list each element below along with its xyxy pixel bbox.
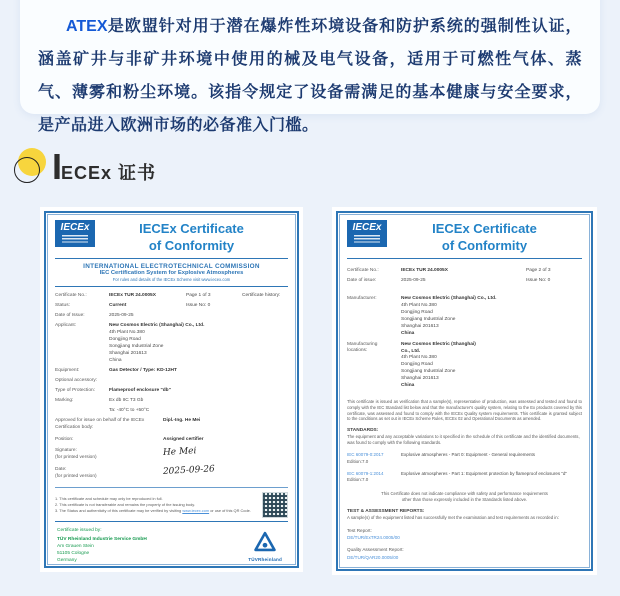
manufacturer-addr-line: China bbox=[401, 331, 415, 337]
certificate-no-label: Certificate No.: bbox=[347, 267, 379, 273]
optional-accessory-label: Optional accessory: bbox=[55, 377, 98, 383]
certificate-no-label: Certificate No.: bbox=[55, 292, 87, 298]
locations-addr-line: 4th Plant No.380 bbox=[401, 355, 437, 361]
atex-highlight: ATEX bbox=[66, 18, 108, 35]
marking-label: Marking: bbox=[55, 397, 74, 403]
certificate-header bbox=[55, 220, 288, 255]
applicant-addr-line: China bbox=[109, 357, 122, 363]
field-date-of-issue bbox=[55, 313, 288, 319]
issuer-addr-line: Germany bbox=[57, 558, 77, 564]
standards-disclaimer: This Certificate does not indicate compliance with safety and performance requirements other than those expressly included in the Standards listed above. bbox=[381, 490, 548, 502]
approval-block bbox=[55, 418, 288, 485]
handwritten-signature: He Mei bbox=[162, 446, 197, 459]
standard-description: Explosive atmospheres - Part 0: Equipment - General requirements bbox=[401, 452, 536, 458]
issuer-addr-line: 51105 Cologne bbox=[57, 551, 90, 557]
manufacturer-label: Manufacturer: bbox=[347, 296, 377, 302]
atex-intro-card bbox=[20, 0, 600, 134]
field-type-of-protection bbox=[55, 388, 288, 394]
divider bbox=[55, 487, 288, 488]
iecex-website-link[interactable]: www.iecex.com bbox=[182, 508, 210, 514]
certificate-header bbox=[347, 220, 582, 255]
manufacturer-addr-line: Dongjing Road bbox=[401, 310, 433, 316]
footnote-3: 3. The Status and authenticity of this certificate may be verified by visiting www.iecex.com or use of this QR Code. bbox=[55, 508, 251, 514]
date-of-issue-label: Date of Issue: bbox=[55, 312, 85, 318]
commission-note: For rules and details of the IECEx Scheme visit www.iecex.com bbox=[112, 276, 231, 282]
commission-scheme: IEC Certification System for Explosive Atmospheres bbox=[99, 269, 244, 276]
marking-line2: Ta: -40°C to +50°C bbox=[109, 408, 150, 414]
marking-line1: Ex db IIC T3 Gb bbox=[109, 397, 144, 403]
type-of-protection-label: Type of Protection: bbox=[55, 387, 95, 393]
date-signed-label: Date: (for printed version) bbox=[55, 466, 97, 479]
locations-name-line: New Cosmos Electric (Shanghai) bbox=[401, 341, 476, 347]
field-certificate-no bbox=[347, 268, 582, 274]
applicant-addr-line: Dongjing Road bbox=[109, 336, 141, 342]
date-of-issue-label: Date of issue: bbox=[347, 277, 377, 283]
certificate-history-label: Certificate history: bbox=[242, 292, 281, 298]
field-equipment bbox=[55, 368, 288, 374]
certificate-fields bbox=[55, 293, 288, 419]
certificate-title bbox=[95, 220, 288, 255]
locations-addr-line: Dongjing Road bbox=[401, 362, 433, 368]
issuer-addr-line: Am Grauen Stein bbox=[57, 544, 94, 550]
section-title-initial: I bbox=[52, 146, 62, 187]
field-date-of-issue bbox=[347, 278, 582, 284]
field-manufacturer bbox=[347, 296, 582, 338]
marking-value bbox=[109, 398, 288, 415]
certificate-title-line2: of Conformity bbox=[148, 237, 235, 253]
commission-name: INTERNATIONAL ELECTROTECHNICAL COMMISSION bbox=[83, 262, 260, 270]
manufacturer-addr-line: Shanghai 201613 bbox=[401, 324, 439, 330]
signature-label: Signature: (for printed version) bbox=[55, 448, 97, 461]
iecex-logo-bars bbox=[62, 235, 88, 243]
applicant-addr-line: Songjiang Industrial Zone bbox=[109, 343, 164, 349]
manufacturing-locations-label: Manufacturing locations: bbox=[347, 341, 378, 353]
certificate-no-value: IECEx TUR 24.0005X bbox=[109, 292, 156, 298]
iecex-certificate-page2-image bbox=[332, 207, 597, 575]
field-certificate-no bbox=[55, 293, 288, 299]
iecex-logo-text: IECEx bbox=[352, 222, 382, 233]
section-title bbox=[52, 146, 156, 188]
date-of-issue-value: 2025-09-25 bbox=[109, 312, 134, 318]
issuer-name: TÜV Rheinland Industrie Service GmbH bbox=[57, 537, 147, 543]
handwritten-date: 2025-09-26 bbox=[162, 464, 216, 477]
status-value: Current bbox=[109, 302, 127, 308]
tuv-logo-text: TÜVRheinland bbox=[248, 557, 282, 563]
issue-no: Issue No: 0 bbox=[186, 302, 211, 308]
signature-row bbox=[55, 448, 288, 461]
status-label: Status: bbox=[55, 302, 70, 308]
qr-code bbox=[262, 492, 288, 518]
issuer-row bbox=[55, 525, 288, 565]
field-optional-accessory bbox=[55, 378, 288, 384]
field-marking bbox=[55, 398, 288, 415]
certificate-frame bbox=[336, 211, 593, 571]
standard-row bbox=[347, 471, 582, 484]
intro-body-text: 是欧盟针对用于潜在爆炸性环境设备和防护系统的强制性认证，涵盖矿井与非矿井环境中使用的械及电气设备，适用于可燃性气体、蒸气、薄雾和粉尘环境。该指令规定了设备需满足的基本健康与安全要求，是产品进入欧洲市场的必备准入门槛。 bbox=[38, 18, 582, 134]
certificate-title-line1: IECEx Certificate bbox=[139, 221, 244, 236]
certificate-no-value: IECEx TUR 24.0005X bbox=[401, 267, 448, 273]
manufacturer-addr-line: Songjiang Industrial Zone bbox=[401, 317, 456, 323]
section-title-rest: ECEx 证书 bbox=[61, 163, 157, 183]
locations-addr-line: Shanghai 201613 bbox=[401, 376, 439, 382]
divider bbox=[55, 258, 288, 259]
type-of-protection-value: Flameproof enclosure "db" bbox=[109, 387, 171, 393]
iecex-certificate-page1-image bbox=[40, 207, 303, 572]
approver-name: Dipl.-Ing. He Mei bbox=[163, 418, 201, 424]
date-of-issue-value: 2025-09-25 bbox=[401, 277, 426, 283]
divider bbox=[55, 521, 288, 522]
approved-label: Approved for issue on behalf of the IECEx Certification body: bbox=[55, 418, 145, 431]
standard-row bbox=[347, 452, 582, 465]
standard-number: IEC 60079-0:2017 Edition:7.0 bbox=[347, 452, 384, 464]
locations-name-line: Co., Ltd. bbox=[401, 348, 421, 354]
iecex-logo-bars bbox=[354, 235, 380, 243]
certificate-body-paragraph: This certificate is issued as verification that a sample(s), representative of production, was assessed and tested and found to comply with the IEC Standard list below and that the manufacturer's quality system, relating to the Ex products covered by this certificate, was assessed and found to comply with the IECEx Quality system requirements. This certificate is granted subject to the conditions as set out in IECEx Scheme Rules, IECEx 02 and Operational Documents as amended. bbox=[347, 398, 582, 422]
equipment-label: Equipment: bbox=[55, 368, 80, 373]
certificate-title-line1: IECEx Certificate bbox=[432, 221, 537, 236]
certificate-frame bbox=[44, 211, 299, 568]
test-report-label: Test Report: bbox=[347, 527, 372, 533]
test-assessment-description: A sample(s) of the equipment listed has successfully met the examination and test requirements as recorded in: bbox=[347, 514, 559, 520]
iecex-logo-text: IECEx bbox=[60, 222, 90, 233]
locations-addr-line: China bbox=[401, 383, 415, 389]
quality-assessment-report-link[interactable]: DE/TUR/QAR20.0005/00 bbox=[347, 554, 399, 560]
standards-heading: STANDARDS: bbox=[347, 428, 379, 434]
footnotes bbox=[55, 496, 255, 514]
issued-by-label: Certificate issued by: bbox=[57, 528, 102, 534]
field-manufacturing-locations bbox=[347, 342, 582, 391]
standard-number: IEC 60079-1:2014 Edition:7.0 bbox=[347, 470, 384, 483]
divider bbox=[55, 286, 288, 287]
iecex-logo-icon bbox=[55, 220, 95, 247]
iecex-logo-icon bbox=[347, 220, 387, 247]
page-indicator: Page 1 of 3 bbox=[186, 292, 211, 298]
divider bbox=[347, 258, 582, 259]
manufacturer-addr-line: 4th Plant No.380 bbox=[401, 303, 437, 309]
page-indicator: Page 2 of 3 bbox=[526, 267, 551, 273]
date-signed-row bbox=[55, 464, 288, 480]
applicant-address bbox=[109, 323, 288, 365]
applicant-addr-line: 4th Plant No.380 bbox=[109, 329, 145, 335]
tuv-rheinland-logo bbox=[248, 531, 286, 562]
intro-paragraph bbox=[38, 10, 582, 142]
field-applicant bbox=[55, 323, 288, 365]
test-assessment-heading: TEST & ASSESSMENT REPORTS: bbox=[347, 508, 425, 514]
locations-addr-line: Songjiang Industrial Zone bbox=[401, 369, 456, 375]
footnotes-row bbox=[55, 492, 288, 518]
manufacturing-locations-address bbox=[401, 342, 582, 391]
certificate-title bbox=[387, 220, 582, 255]
position-label: Position: bbox=[55, 436, 74, 442]
applicant-name: New Cosmos Electric (Shanghai) Co., Ltd. bbox=[109, 322, 205, 328]
footnote-1: 1. This certificate and schedule may only be reproduced in full. bbox=[55, 496, 163, 502]
test-report-link[interactable]: DE/TUR/ExTR24.0005/00 bbox=[347, 535, 400, 541]
standard-description: Explosive atmospheres - Part 1: Equipment protection by flameproof enclosures "d" bbox=[401, 470, 568, 476]
applicant-label: Applicant: bbox=[55, 322, 77, 328]
equipment-value: Gas Detector / Type: KD-12HT bbox=[109, 368, 177, 373]
standards-description: The equipment and any acceptable variations to it specified in the schedule of this certificate and the identified documents, was found to comply with the following standards. bbox=[347, 434, 580, 446]
position-value: Assigned certifier bbox=[163, 436, 204, 442]
approved-for-issue-row bbox=[55, 418, 288, 431]
commission-block bbox=[55, 262, 288, 283]
certificate-fields bbox=[347, 268, 582, 394]
certificate-title-line2: of Conformity bbox=[441, 237, 528, 253]
field-status bbox=[55, 303, 288, 309]
iecex-section-header bbox=[14, 140, 314, 196]
manufacturer-name: New Cosmos Electric (Shanghai) Co., Ltd. bbox=[401, 296, 497, 302]
manufacturer-address bbox=[401, 296, 582, 338]
footnote-2: 2. This certificate is not transferable and remains the property of the issuing body. bbox=[55, 502, 195, 508]
issuer-block bbox=[57, 528, 147, 565]
circle-outline-icon bbox=[14, 157, 40, 183]
tuv-triangle-icon bbox=[253, 531, 277, 552]
applicant-addr-line: Shanghai 201613 bbox=[109, 350, 147, 356]
issue-no: Issue No: 0 bbox=[526, 277, 551, 283]
quality-assessment-report-label: Quality Assessment Report: bbox=[347, 547, 404, 553]
